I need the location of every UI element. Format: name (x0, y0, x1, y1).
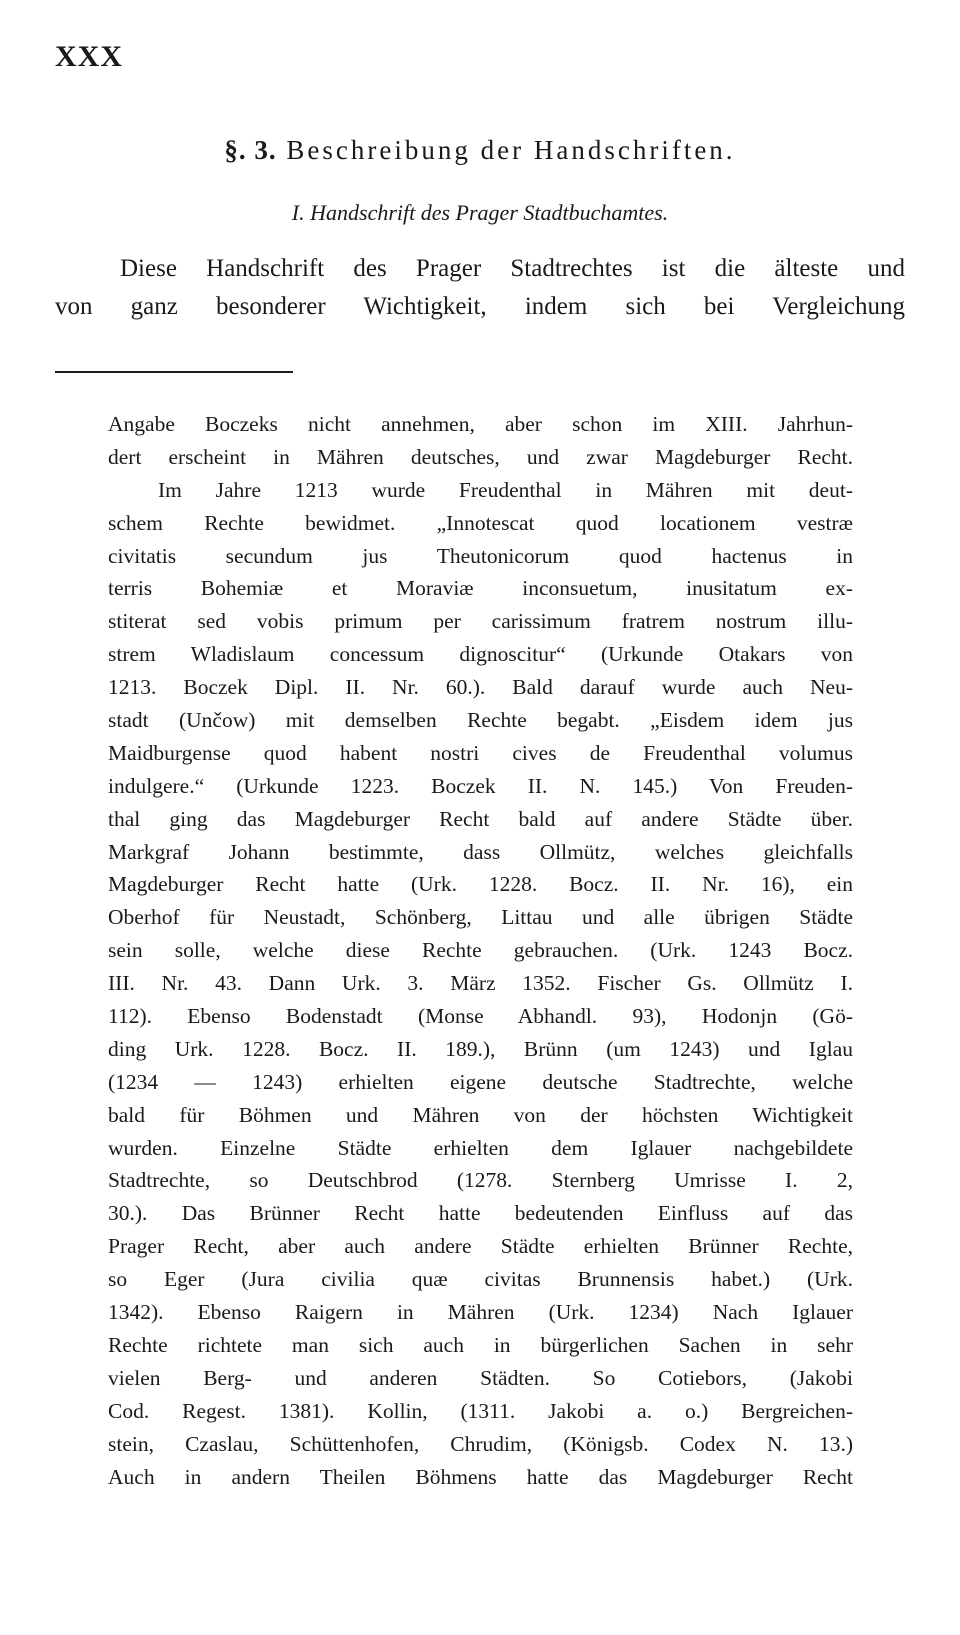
footnote-line: civitatis secundum jus Theutonicorum quod hactenus in (108, 543, 853, 568)
body-line: von ganz besonderer Wichtigkeit, indem sich bei Vergleichung (55, 293, 905, 320)
page-number: XXX (55, 40, 123, 73)
footnote-line: Magdeburger Recht hatte (Urk. 1228. Bocz. II. Nr. 16), ein (108, 872, 853, 897)
footnote-line: sein solle, welche diese Rechte gebrauchen. (Urk. 1243 Bocz. (108, 938, 853, 963)
footnote-line: Prager Recht, aber auch andere Städte erhielten Brünner Rechte, (108, 1234, 853, 1259)
footnote-line: Cod. Regest. 1381). Kollin, (1311. Jakobi a. o.) Bergreichen- (108, 1398, 853, 1423)
section-title: Beschreibung der Handschriften. (286, 135, 736, 165)
footnote-line: Angabe Boczeks nicht annehmen, aber schon im XIII. Jahrhun- (108, 412, 853, 436)
footnote-line: Im Jahre 1213 wurde Freudenthal in Mähren mit deut- (158, 477, 853, 502)
body-text (55, 250, 905, 326)
footnote-text (108, 408, 853, 1493)
footnote-line: strem Wladislaum concessum dignoscitur“ (Urkunde Otakars von (108, 642, 853, 667)
footnote-line: (1234 — 1243) erhielten eigene deutsche Stadtrechte, welche (108, 1069, 853, 1094)
footnote-line: Markgraf Johann bestimmte, dass Ollmütz, welches gleichfalls (108, 839, 853, 864)
footnote-line: 1342). Ebenso Raigern in Mähren (Urk. 1234) Nach Iglauer (108, 1300, 853, 1325)
footnote-line: wurden. Einzelne Städte erhielten dem Iglauer nachgebildete (108, 1135, 853, 1160)
footnote-line: bald für Böhmen und Mähren von der höchsten Wichtigkeit (108, 1102, 853, 1127)
footnote-line: stadt (Unčow) mit demselben Rechte begabt. „Eisdem idem jus (108, 708, 853, 733)
footnote-line: terris Bohemiæ et Moraviæ inconsuetum, inusitatum ex- (108, 576, 853, 601)
footnote-separator (55, 371, 293, 373)
footnote-line: III. Nr. 43. Dann Urk. 3. März 1352. Fischer Gs. Ollmütz I. (108, 971, 853, 996)
footnote-line: stiterat sed vobis primum per carissimum fratrem nostrum illu- (108, 609, 853, 634)
footnote-line: Auch in andern Theilen Böhmens hatte das Magdeburger Recht (108, 1464, 853, 1489)
footnote-line: 112). Ebenso Bodenstadt (Monse Abhandl. 93), Hodonjn (Gö- (108, 1004, 853, 1029)
footnote-line: so Eger (Jura civilia quæ civitas Brunnensis habet.) (Urk. (108, 1267, 853, 1292)
footnote-line: Rechte richtete man sich auch in bürgerlichen Sachen in sehr (108, 1332, 853, 1357)
section-heading (0, 135, 960, 166)
section-number: §. 3. (224, 135, 277, 165)
footnote-line: ding Urk. 1228. Bocz. II. 189.), Brünn (um 1243) und Iglau (108, 1036, 853, 1061)
footnote-line: 30.). Das Brünner Recht hatte bedeutenden Einfluss auf das (108, 1201, 853, 1226)
footnote-line: Oberhof für Neustadt, Schönberg, Littau und alle übrigen Städte (108, 905, 853, 930)
footnote-line: vielen Berg- und anderen Städten. So Cotiebors, (Jakobi (108, 1365, 853, 1390)
subsection-heading: I. Handschrift des Prager Stadtbuchamtes. (291, 200, 669, 225)
footnote-line: indulgere.“ (Urkunde 1223. Boczek II. N. 145.) Von Freuden- (108, 773, 853, 798)
footnote-line: 1213. Boczek Dipl. II. Nr. 60.). Bald darauf wurde auch Neu- (108, 675, 853, 700)
footnote-line: schem Rechte bewidmet. „Innotescat quod locationem vestræ (108, 510, 853, 535)
body-line: Diese Handschrift des Prager Stadtrechtes ist die älteste und (120, 255, 905, 282)
footnote-line: dert erscheint in Mähren deutsches, und zwar Magdeburger Recht. (108, 444, 853, 469)
footnote-line: stein, Czaslau, Schüttenhofen, Chrudim, (Königsb. Codex N. 13.) (108, 1431, 853, 1456)
footnote-line: Maidburgense quod habent nostri cives de Freudenthal volumus (108, 740, 853, 765)
footnote-line: thal ging das Magdeburger Recht bald auf andere Städte über. (108, 806, 853, 831)
footnote-line: Stadtrechte, so Deutschbrod (1278. Sternberg Umrisse I. 2, (108, 1168, 853, 1193)
